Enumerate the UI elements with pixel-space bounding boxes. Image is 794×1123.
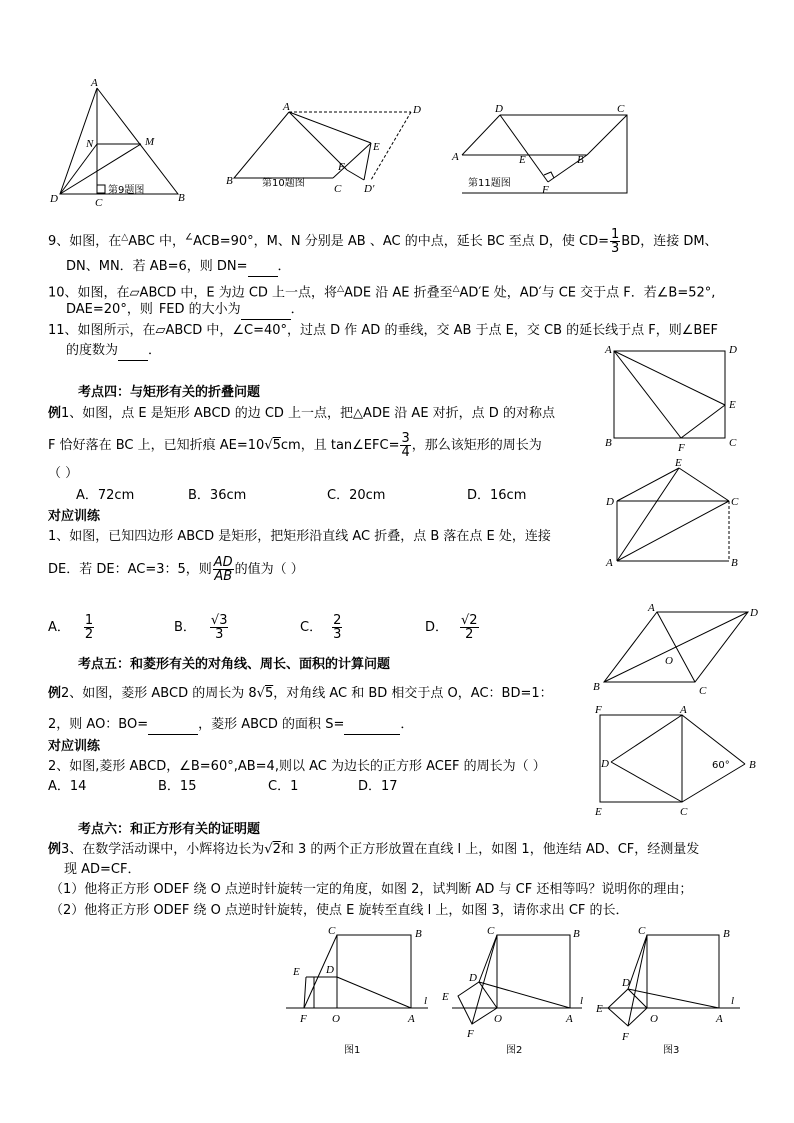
fig1-label-C: C (328, 925, 336, 937)
q9-answer-blank[interactable] (248, 258, 278, 277)
square-label-F: F (595, 704, 602, 716)
rhombus-label-A: A (648, 602, 655, 614)
fig9-label-N: N (86, 138, 94, 150)
figure-square-acef (594, 704, 756, 818)
fold-label-D: D (729, 344, 737, 356)
q9-fraction: $\frac{1}{3}$ (610, 227, 620, 256)
fig11-caption: 第11题图 (468, 178, 511, 189)
ex1-option-c[interactable]: C．20cm (327, 488, 386, 503)
t2-option-b[interactable]: B．15 (158, 779, 197, 794)
fig10-caption: 第10题图 (262, 178, 305, 189)
fig9-label-M: M (145, 136, 155, 148)
fig9-label-B: B (178, 192, 185, 204)
fig9-label-A: A (91, 77, 98, 89)
rect2-label-B: B (731, 557, 738, 569)
fig11-label-F: F (542, 184, 549, 196)
square-label-C: C (680, 806, 688, 818)
figure-rectangle-ac-fold (605, 457, 739, 569)
fig10-label-A: A (283, 101, 290, 113)
figure-3-drawing (595, 925, 740, 1056)
rect2-label-C: C (731, 496, 739, 508)
q10-line2: DAE=20°，则 FED 的大小为 ． (66, 301, 304, 320)
fig1-label-O: O (332, 1013, 340, 1025)
fig10-label-D: D (413, 104, 421, 116)
fold-label-E: E (729, 399, 736, 411)
ex1-option-b[interactable]: B．36cm (188, 488, 247, 503)
fig2-label-l: l (580, 995, 584, 1007)
fig3-label-A: A (716, 1013, 723, 1025)
t1-option-a[interactable]: A． $\frac{1}{2}$ (48, 613, 94, 642)
rect2-label-A: A (606, 557, 613, 569)
fig2-label-F: F (467, 1028, 474, 1040)
fold-label-A: A (605, 344, 612, 356)
q9-line1: 9、如图，在△ABC 中，∠ACB=90°，M、N 分别是 AB 、AC 的中点，延长 BC 至点 D，使 CD= $\frac{1}{3}$ BD，连接 DM、 (48, 227, 718, 256)
ex3-part1: （1）他将正方形 ODEF 绕 O 点逆时针旋转一定的角度，如图 2，试判断 AD 与 CF 还相等吗？说明你的理由； (50, 882, 693, 897)
fig10-label-B: B (226, 175, 233, 187)
ex1-line2: F 恰好落在 BC 上，已知折痕 AE=10√5cm，且 tan∠EFC= $\frac{3}{4}$ ，那么该矩形的周长为 (48, 431, 542, 460)
figure-11-drawing (451, 103, 627, 196)
t1-line1: 1、如图，已知四边形 ABCD 是矩形，把矩形沿直线 AC 折叠，点 B 落在点 E 处，连接 (48, 529, 551, 544)
t1-fraction: $\frac{AD}{AB}$ (213, 555, 233, 584)
fig10-label-C: C (334, 183, 342, 195)
ex2-ratio-blank[interactable] (148, 716, 198, 735)
fig3-label-E: E (596, 1003, 603, 1015)
fig2-label-C: C (487, 925, 495, 937)
t1-option-b[interactable]: B． $\frac{√3}{3}$ (174, 613, 228, 642)
fig3-label-D: D (622, 977, 630, 989)
ex2-line1: 例2、如图，菱形 ABCD 的周长为 8√5，对角线 AC 和 BD 相交于点 O，AC：BD=1： (48, 686, 553, 701)
q10-line1: 10、如图，在▱ABCD 中，E 为边 CD 上一点，将△ADE 沿 AE 折叠至△AD′E 处，AD′与 CE 交于点 F．若∠B=52°, (48, 284, 716, 301)
section4-title: 考点四：与矩形有关的折叠问题 (78, 385, 261, 400)
t1-option-c[interactable]: C． $\frac{2}{3}$ (300, 613, 342, 642)
square-label-E: E (595, 806, 602, 818)
ex3-part2: （2）他将正方形 ODEF 绕 O 点逆时针旋转，使点 E 旋转至直线 l 上，如图 3，请你求出 CF 的长． (50, 903, 629, 918)
ex1-option-a[interactable]: A．72cm (76, 488, 135, 503)
square-angle-label: 60° (712, 760, 730, 771)
ex1-line3: （ ） (48, 466, 79, 481)
ex1-fraction: $\frac{3}{4}$ (401, 431, 410, 460)
fig10-label-F: F (338, 161, 345, 173)
t2-option-d[interactable]: D．17 (358, 779, 398, 794)
fig10-label-E: E (373, 141, 380, 153)
square-label-D: D (601, 758, 609, 770)
fig3-label-O: O (650, 1013, 658, 1025)
fig2-label-E: E (442, 991, 449, 1003)
fig2-label-B: B (573, 928, 580, 940)
fig11-label-B: B (577, 154, 584, 166)
fig3-label-l: l (731, 995, 735, 1007)
t1-line2: DE．若 DE：AC=3：5，则 $\frac{AD}{AB}$ 的值为（ ） (48, 555, 304, 584)
fig9-label-C: C (95, 197, 103, 209)
ex3-line2: 现 AD=CF． (64, 862, 141, 877)
q11-line1: 11、如图所示，在▱ABCD 中，∠C=40°，过点 D 作 AD 的垂线，交 AB 于点 E，交 CB 的延长线于点 F，则∠BEF (48, 323, 719, 338)
fig3-label-F: F (622, 1031, 629, 1043)
figure-9-drawing (49, 77, 185, 209)
fig11-label-E: E (519, 154, 526, 166)
fig3-label-C: C (638, 925, 646, 937)
fig2-label-A: A (566, 1013, 573, 1025)
fig1-label-B: B (415, 928, 422, 940)
fig1-label-D: D (326, 964, 334, 976)
train1-title: 对应训练 (48, 509, 101, 524)
t2-option-c[interactable]: C．1 (268, 779, 299, 794)
fig11-label-D: D (495, 103, 503, 115)
figure-rhombus (593, 602, 758, 697)
fig11-label-A: A (452, 151, 459, 163)
figure-fold-rectangle (604, 344, 737, 454)
train2-title: 对应训练 (48, 739, 101, 754)
section5-title: 考点五：和菱形有关的对角线、周长、面积的计算问题 (78, 657, 391, 672)
fig1-label-A: A (408, 1013, 415, 1025)
fold-label-C: C (729, 437, 737, 449)
rect2-label-E: E (675, 457, 682, 469)
rhombus-label-D: D (750, 607, 758, 619)
fig3-caption: 图3 (663, 1045, 680, 1056)
fig1-caption: 图1 (344, 1045, 361, 1056)
ex1-option-d[interactable]: D．16cm (467, 488, 527, 503)
rect2-label-D: D (606, 496, 614, 508)
fig1-label-E: E (293, 966, 300, 978)
q10-answer-blank[interactable] (241, 301, 291, 320)
fold-label-B: B (605, 437, 612, 449)
fold-label-F: F (678, 442, 685, 454)
square-label-B: B (749, 759, 756, 771)
fig9-label-D: D (50, 193, 58, 205)
fig11-label-C: C (617, 103, 625, 115)
fig10-label-Dprime: D′ (364, 183, 375, 195)
ex2-line2: 2，则 AO：BO= ，菱形 ABCD 的面积 S= ． (48, 716, 413, 735)
ex3-line1: 例3、在数学活动课中，小辉将边长为√2和 3 的两个正方形放置在直线 l 上，如图 1，他连结 AD、CF，经测量发 (48, 842, 700, 857)
rhombus-label-B: B (593, 681, 600, 693)
square-label-A: A (680, 704, 687, 716)
figure-10-drawing (226, 101, 421, 195)
q11-answer-blank[interactable] (118, 342, 148, 361)
ex2-area-blank[interactable] (344, 716, 400, 735)
fig3-label-B: B (723, 928, 730, 940)
fig2-label-O: O (494, 1013, 502, 1025)
fig1-label-l: l (424, 995, 428, 1007)
q11-line2: 的度数为 ． (66, 342, 161, 361)
ex1-line1: 例1、如图，点 E 是矩形 ABCD 的边 CD 上一点，把△ADE 沿 AE 对折，点 D 的对称点 (48, 406, 555, 421)
fig2-label-D: D (469, 972, 477, 984)
figure-2-drawing (441, 925, 583, 1056)
fig9-caption: 第9题图 (108, 185, 145, 196)
q9-line2: DN、MN．若 AB=6，则 DN= ． (66, 258, 291, 277)
t2-line1: 2、如图,菱形 ABCD，∠B=60°,AB=4,则以 AC 为边长的正方形 ACEF 的周长为（ ） (48, 759, 546, 774)
rhombus-label-C: C (699, 685, 707, 697)
t1-option-d[interactable]: D． $\frac{√2}{2}$ (425, 613, 478, 642)
t2-option-a[interactable]: A．14 (48, 779, 87, 794)
section6-title: 考点六：和正方形有关的证明题 (78, 822, 261, 837)
fig2-caption: 图2 (506, 1045, 523, 1056)
fig1-label-F: F (300, 1013, 307, 1025)
rhombus-label-O: O (665, 655, 673, 667)
figure-1-drawing (286, 925, 428, 1056)
